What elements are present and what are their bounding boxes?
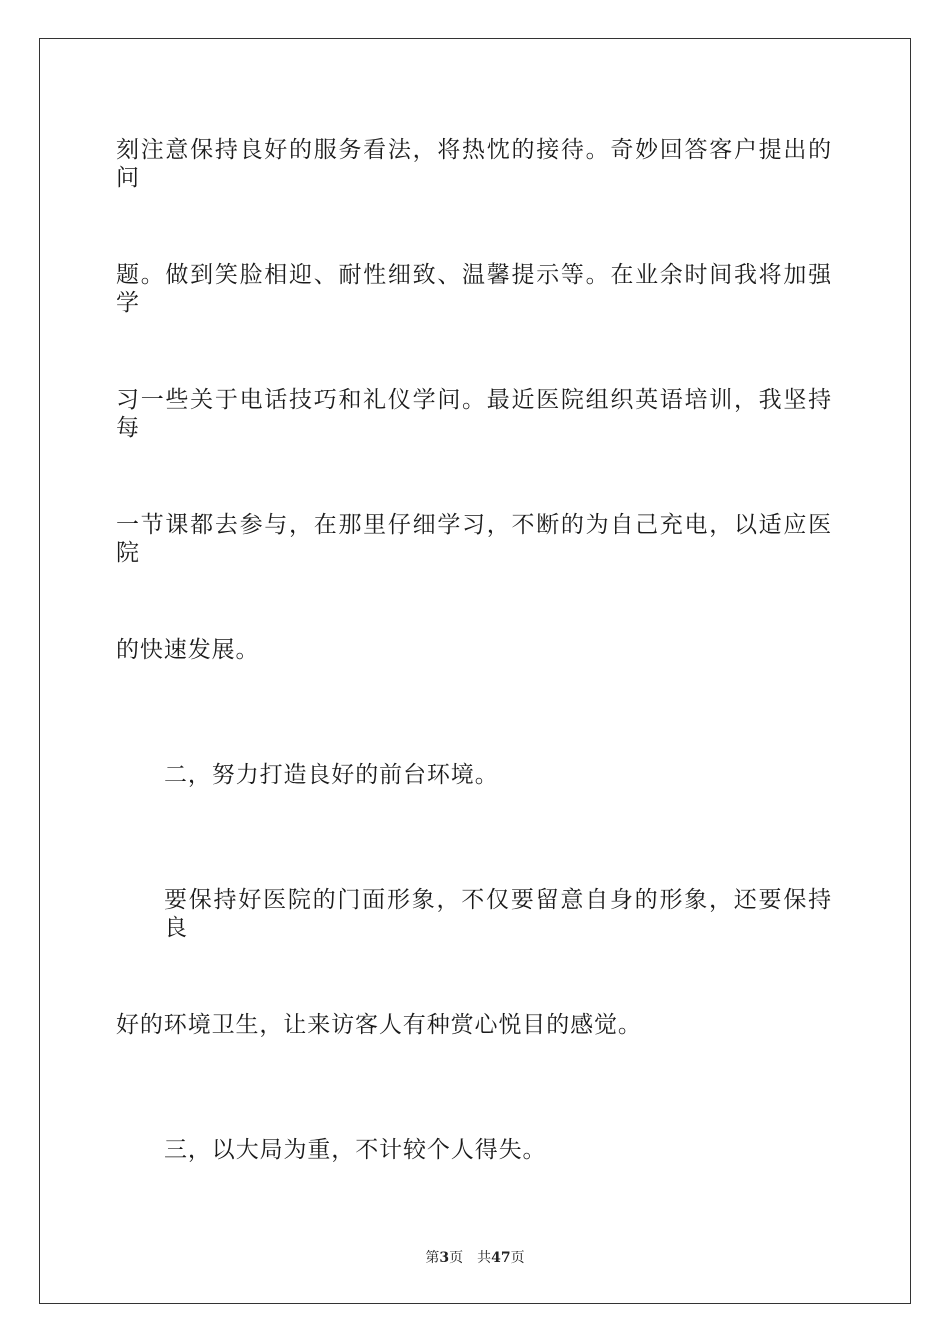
paragraph-line: 一节课都去参与，在那里仔细学习，不断的为自己充电，以适应医院 <box>116 512 832 566</box>
paragraph-line: 好的环境卫生，让来访客人有种赏心悦目的感觉。 <box>116 1012 642 1038</box>
page-suffix: 页 <box>449 1250 464 1266</box>
paragraph-line: 的快速发展。 <box>116 637 260 663</box>
section-heading: 二，努力打造良好的前台环境。 <box>164 762 499 788</box>
page-prefix: 第 <box>425 1250 440 1266</box>
paragraph-line: 刻注意保持良好的服务看法，将热忱的接待。奇妙回答客户提出的问 <box>116 137 832 191</box>
paragraph-line: 题。做到笑脸相迎、耐性细致、温馨提示等。在业余时间我将加强学 <box>116 262 832 316</box>
total-prefix: 共 <box>477 1250 492 1266</box>
total-suffix: 页 <box>510 1250 525 1266</box>
paragraph-line: 习一些关于电话技巧和礼仪学问。最近医院组织英语培训，我坚持每 <box>116 387 832 441</box>
page-number: 3 <box>439 1250 450 1266</box>
section-heading: 三，以大局为重，不计较个人得失。 <box>164 1137 547 1163</box>
page-border <box>39 38 911 1304</box>
paragraph-line: 要保持好医院的门面形象，不仅要留意自身的形象，还要保持良 <box>164 887 832 941</box>
page-footer <box>0 1249 950 1267</box>
total-pages: 47 <box>491 1250 511 1266</box>
